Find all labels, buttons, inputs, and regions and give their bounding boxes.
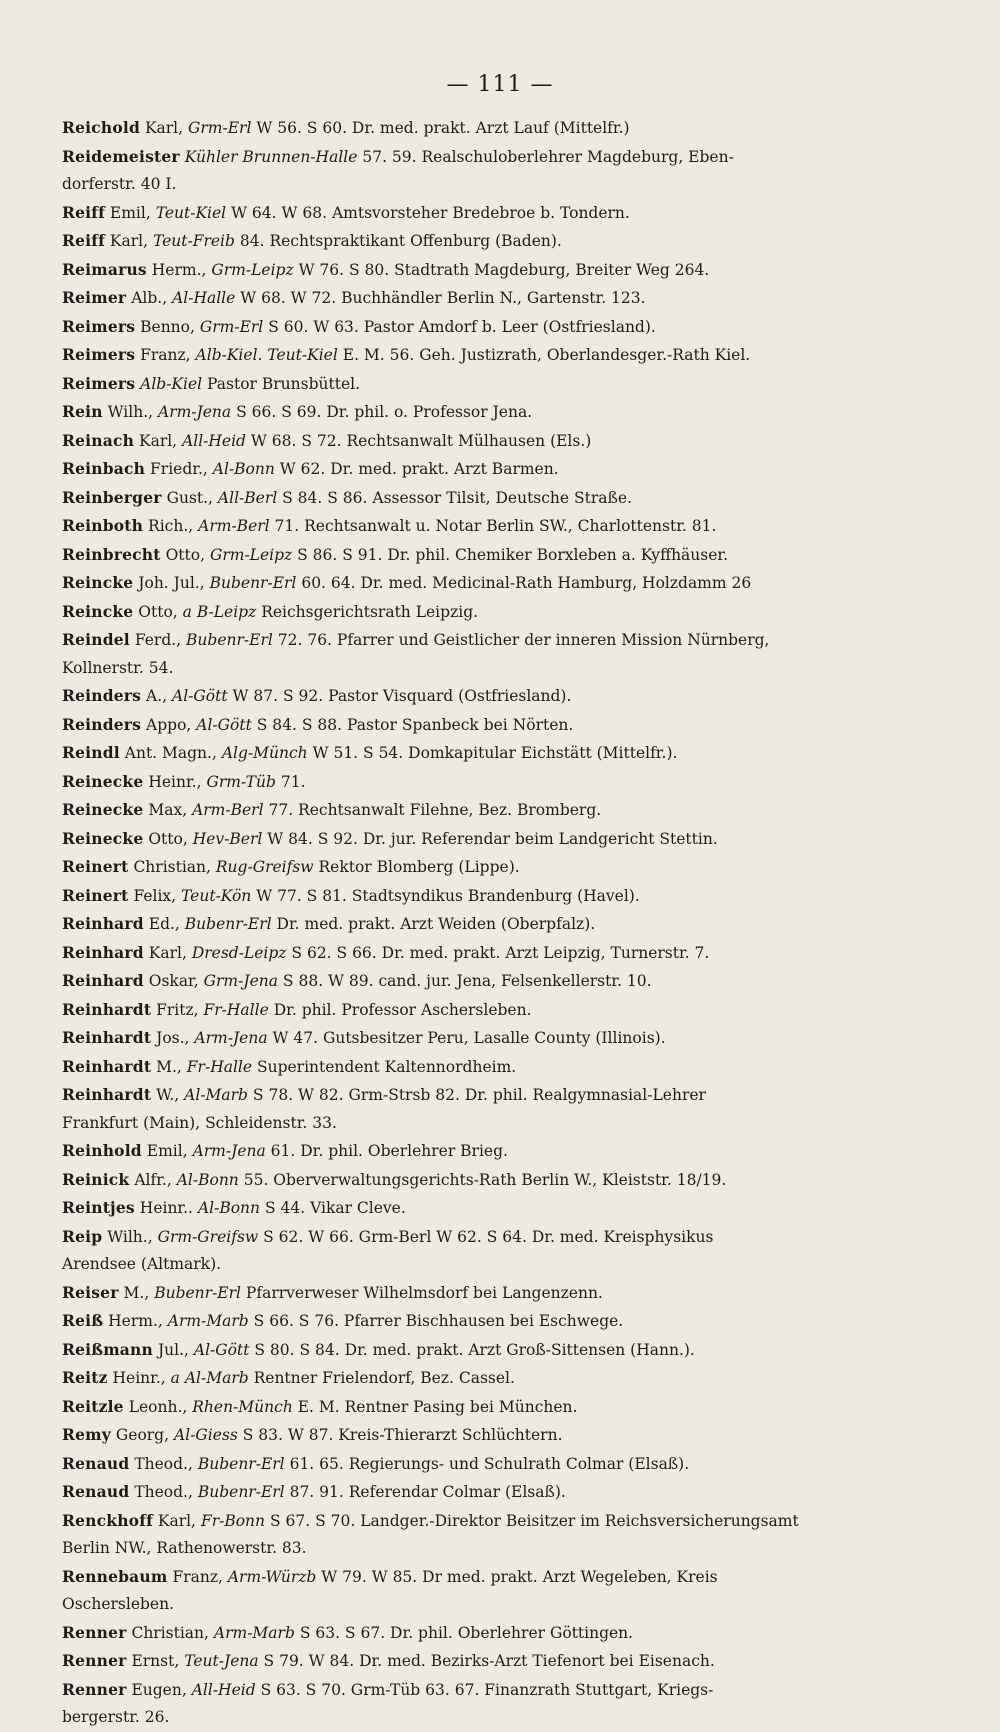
entry-given-name: Wilh., bbox=[107, 403, 154, 421]
entry-corps: a Al-Marb bbox=[170, 1369, 249, 1387]
list-item bbox=[62, 313, 898, 342]
entry-given-name: Franz, bbox=[140, 346, 191, 364]
entry-given-name: Alb., bbox=[131, 289, 168, 307]
list-item bbox=[62, 711, 898, 740]
entry-name: Reinert bbox=[62, 857, 129, 876]
entry-list bbox=[62, 114, 898, 1732]
entry-corps: Rhen-Münch bbox=[192, 1397, 293, 1416]
list-item bbox=[62, 398, 898, 427]
entry-given-name: M., bbox=[123, 1283, 150, 1302]
list-item bbox=[62, 1364, 898, 1393]
entry-given-name: Rich., bbox=[148, 517, 194, 535]
entry-corps: Bubenr-Erl bbox=[184, 915, 272, 933]
entry-details: S 62. S 66. Dr. med. prakt. Arzt Leipzig, Turnerstr. 7. bbox=[291, 943, 710, 962]
entry-name: Reinhard bbox=[62, 914, 144, 933]
entry-details: S 88. W 89. cand. jur. Jena, Felsenkellerstr. 10. bbox=[282, 972, 652, 990]
entry-given-name: Leonh., bbox=[128, 1397, 188, 1416]
entry-corps: Grm-Leipz bbox=[209, 545, 293, 564]
list-item bbox=[62, 996, 898, 1025]
list-item bbox=[62, 626, 898, 682]
entry-given-name: Otto, bbox=[165, 545, 206, 564]
entry-corps: Alg-Münch bbox=[221, 744, 308, 762]
list-item bbox=[62, 256, 898, 285]
entry-corps: Fr-Bonn bbox=[200, 1511, 266, 1530]
entry-corps: Rug-Greifsw bbox=[215, 858, 314, 876]
entry-continuation: dorferstr. 40 I. bbox=[62, 175, 177, 193]
entry-corps: Alb-Kiel bbox=[140, 374, 203, 393]
entry-details: W 84. S 92. Dr. jur. Referendar beim Landgericht Stettin. bbox=[267, 829, 718, 848]
entry-details: Pfarrverweser Wilhelmsdorf bei Langenzenn. bbox=[245, 1283, 603, 1302]
entry-given-name: Max, bbox=[148, 801, 188, 819]
entry-corps: Bubenr-Erl bbox=[197, 1483, 285, 1501]
entry-corps: Arm-Jena bbox=[158, 403, 232, 421]
list-item bbox=[62, 1081, 898, 1137]
entry-details: S 63. S 70. Grm-Tüb 63. 67. Finanzrath Stuttgart, Kriegs- bbox=[260, 1680, 714, 1699]
list-item bbox=[62, 796, 898, 825]
entry-details: 87. 91. Referendar Colmar (Elsaß). bbox=[289, 1483, 566, 1501]
entry-name: Reinboth bbox=[62, 516, 144, 535]
entry-details: S 67. S 70. Landger.-Direktor Beisitzer im Reichsversicherungsamt bbox=[269, 1511, 799, 1530]
entry-continuation: bergerstr. 26. bbox=[62, 1708, 170, 1726]
entry-given-name: Ed., bbox=[148, 915, 180, 933]
list-item bbox=[62, 1450, 898, 1479]
entry-name: Rennebaum bbox=[62, 1566, 168, 1586]
list-item bbox=[62, 1024, 898, 1053]
entry-given-name: Heinr.. bbox=[139, 1199, 193, 1217]
entry-details: Reichsgerichtsrath Leipzig. bbox=[261, 602, 479, 621]
entry-details: E. M. 56. Geh. Justizrath, Oberlandesger.-Rath Kiel. bbox=[342, 346, 751, 364]
entry-corps: Teut-Kön bbox=[181, 886, 252, 905]
entry-given-name: Appo, bbox=[146, 715, 192, 734]
entry-given-name: Otto, bbox=[138, 602, 178, 621]
entry-corps: Al-Halle bbox=[172, 289, 236, 307]
entry-corps: Arm-Marb bbox=[167, 1312, 249, 1330]
entry-given-name: Jul., bbox=[157, 1340, 189, 1359]
list-item bbox=[62, 427, 898, 456]
entry-details: W 56. S 60. Dr. med. prakt. Arzt Lauf (Mittelfr.) bbox=[256, 119, 630, 137]
list-item bbox=[62, 370, 898, 399]
entry-name: Reimers bbox=[62, 316, 136, 336]
entry-given-name: Karl, bbox=[139, 431, 178, 450]
entry-name: Reinberger bbox=[62, 487, 162, 507]
entry-corps: Al-Bonn bbox=[212, 460, 275, 478]
entry-given-name: Emil, bbox=[146, 1142, 188, 1160]
entry-details: 71. Rechtsanwalt u. Notar Berlin SW., Charlottenstr. 81. bbox=[274, 517, 717, 535]
entry-given-name: Franz, bbox=[172, 1567, 223, 1586]
entry-details: Dr. phil. Professor Aschersleben. bbox=[273, 1000, 532, 1019]
entry-name: Reinbach bbox=[62, 459, 146, 478]
list-item bbox=[62, 1307, 898, 1336]
entry-details: S 78. W 82. Grm-Strsb 82. Dr. phil. Realgymnasial-Lehrer bbox=[252, 1086, 706, 1104]
entry-given-name: Christian, bbox=[131, 1623, 209, 1642]
entry-given-name: Fritz, bbox=[156, 1000, 199, 1019]
entry-corps: Hev-Berl bbox=[192, 829, 263, 848]
entry-name: Reitz bbox=[62, 1368, 108, 1387]
entry-name: Reimers bbox=[62, 373, 136, 393]
entry-details: S 84. S 86. Assessor Tilsit, Deutsche Straße. bbox=[282, 488, 632, 507]
entry-details: Rektor Blomberg (Lippe). bbox=[318, 858, 520, 876]
list-item bbox=[62, 455, 898, 484]
entry-details: 55. Oberverwaltungsgerichts-Rath Berlin W., Kleiststr. 18/19. bbox=[243, 1170, 727, 1189]
entry-corps: Bubenr-Erl bbox=[197, 1454, 285, 1473]
entry-given-name: Eugen, bbox=[131, 1680, 187, 1699]
entry-details: W 76. S 80. Stadtrath Magdeburg, Breiter Weg 264. bbox=[298, 260, 710, 279]
entry-given-name: Christian, bbox=[133, 858, 211, 876]
entry-continuation: Oschersleben. bbox=[62, 1595, 174, 1613]
entry-corps: All-Heid bbox=[191, 1680, 256, 1699]
entry-given-name: Karl, bbox=[109, 232, 149, 250]
list-item bbox=[62, 939, 898, 968]
entry-given-name: Ant. Magn., bbox=[124, 744, 217, 762]
entry-name: Reincke bbox=[62, 601, 134, 621]
entry-name: Reiser bbox=[62, 1282, 119, 1302]
entry-continuation: Frankfurt (Main), Schleidenstr. 33. bbox=[62, 1113, 337, 1132]
entry-name: Reinders bbox=[62, 714, 142, 734]
entry-details: W 64. W 68. Amtsvorsteher Bredebroe b. Tondern. bbox=[231, 203, 630, 222]
list-item bbox=[62, 541, 898, 570]
entry-given-name: Theod., bbox=[134, 1483, 193, 1501]
entry-corps: Arm-Jena bbox=[192, 1142, 266, 1160]
entry-details: S 80. S 84. Dr. med. prakt. Arzt Groß-Sittensen (Hann.). bbox=[254, 1340, 695, 1359]
entry-corps: Grm-Leipz bbox=[211, 260, 294, 279]
entry-name: Renckhoff bbox=[62, 1510, 153, 1530]
list-item bbox=[62, 1647, 898, 1676]
entry-name: Reimarus bbox=[62, 259, 147, 279]
entry-details: S 62. W 66. Grm-Berl W 62. S 64. Dr. med. Kreisphysikus bbox=[263, 1227, 714, 1246]
entry-name: Reinach bbox=[62, 430, 135, 450]
list-item bbox=[62, 1336, 898, 1365]
entry-corps: Al-Giess bbox=[173, 1426, 238, 1444]
entry-given-name: Ernst, bbox=[131, 1652, 180, 1670]
entry-corps: Grm-Tüb bbox=[206, 772, 276, 791]
entry-corps: Alb-Kiel. Teut-Kiel bbox=[195, 346, 338, 364]
entry-name: Reinick bbox=[62, 1169, 130, 1189]
entry-given-name: W., bbox=[156, 1086, 180, 1104]
entry-continuation: Kollnerstr. 54. bbox=[62, 658, 174, 677]
entry-name: Reindl bbox=[62, 743, 120, 762]
list-item bbox=[62, 682, 898, 711]
entry-corps: Bubenr-Erl bbox=[209, 574, 297, 592]
entry-corps: Grm-Erl bbox=[199, 317, 264, 336]
page-number: — 111 — bbox=[446, 72, 554, 97]
list-item bbox=[62, 114, 898, 143]
entry-given-name: Theod., bbox=[134, 1454, 193, 1473]
entry-name: Reißmann bbox=[62, 1339, 153, 1359]
list-item bbox=[62, 825, 898, 854]
entry-corps: Al-Bonn bbox=[176, 1170, 239, 1189]
entry-name: Reinecke bbox=[62, 828, 144, 848]
entry-details: 60. 64. Dr. med. Medicinal-Rath Hamburg, Holzdamm 26 bbox=[301, 574, 752, 592]
list-item bbox=[62, 1223, 898, 1279]
entry-details: S 79. W 84. Dr. med. Bezirks-Arzt Tiefenort bei Eisenach. bbox=[263, 1652, 715, 1670]
list-item bbox=[62, 1393, 898, 1422]
list-item bbox=[62, 1166, 898, 1195]
list-item bbox=[62, 1421, 898, 1450]
entry-continuation: Arendsee (Altmark). bbox=[62, 1255, 222, 1273]
list-item bbox=[62, 1194, 898, 1223]
entry-name: Reindel bbox=[62, 630, 130, 649]
entry-given-name: Friedr., bbox=[150, 460, 208, 478]
entry-given-name: M., bbox=[156, 1057, 182, 1076]
entry-corps: Grm-Erl bbox=[188, 119, 252, 137]
entry-corps: Teut-Kiel bbox=[155, 203, 227, 222]
entry-corps: All-Heid bbox=[182, 431, 246, 450]
entry-details: W 62. Dr. med. prakt. Arzt Barmen. bbox=[279, 460, 559, 478]
entry-name: Renner bbox=[62, 1651, 127, 1670]
entry-details: W 68. W 72. Buchhändler Berlin N., Gartenstr. 123. bbox=[240, 289, 646, 307]
entry-name: Renner bbox=[62, 1679, 127, 1699]
list-item bbox=[62, 882, 898, 911]
entry-name: Renaud bbox=[62, 1453, 130, 1473]
entry-details: W 68. S 72. Rechtsanwalt Mülhausen (Els.) bbox=[250, 431, 592, 450]
entry-name: Remy bbox=[62, 1425, 111, 1444]
list-item bbox=[62, 1053, 898, 1082]
entry-details: 61. 65. Regierungs- und Schulrath Colmar (Elsaß). bbox=[289, 1454, 690, 1473]
entry-name: Reinders bbox=[62, 686, 142, 705]
entry-name: Reintjes bbox=[62, 1198, 135, 1217]
entry-corps: Teut-Jena bbox=[184, 1652, 259, 1670]
entry-details: Dr. med. prakt. Arzt Weiden (Oberpfalz). bbox=[276, 915, 596, 933]
entry-corps: Grm-Greifsw bbox=[157, 1227, 259, 1246]
entry-name: Reinecke bbox=[62, 800, 144, 819]
entry-name: Reinhard bbox=[62, 942, 144, 962]
entry-corps: Al-Bonn bbox=[197, 1199, 261, 1217]
entry-details: S 63. S 67. Dr. phil. Oberlehrer Göttingen. bbox=[299, 1623, 634, 1642]
entry-continuation: Berlin NW., Rathenowerstr. 83. bbox=[62, 1539, 307, 1557]
entry-given-name: Ferd., bbox=[134, 631, 182, 649]
list-item bbox=[62, 739, 898, 768]
entry-corps: Fr-Halle bbox=[203, 1000, 269, 1019]
list-item bbox=[62, 1279, 898, 1308]
entry-name: Reinhardt bbox=[62, 1085, 152, 1104]
entry-details: 57. 59. Realschuloberlehrer Magdeburg, Eben- bbox=[362, 147, 734, 166]
entry-given-name: A., bbox=[146, 687, 168, 705]
list-item bbox=[62, 1507, 898, 1563]
list-item bbox=[62, 768, 898, 797]
entry-name: Reinhold bbox=[62, 1141, 142, 1160]
entry-name: Reiff bbox=[62, 202, 105, 222]
entry-given-name: Herm., bbox=[151, 260, 207, 279]
entry-given-name: Wilh., bbox=[107, 1227, 153, 1246]
entry-name: Reinhardt bbox=[62, 999, 152, 1019]
entry-details: W 77. S 81. Stadtsyndikus Brandenburg (Havel). bbox=[256, 886, 640, 905]
entry-corps: Arm-Berl bbox=[198, 517, 270, 535]
entry-corps: All-Berl bbox=[217, 488, 278, 507]
entry-given-name: Alfr., bbox=[134, 1170, 172, 1189]
entry-details: S 83. W 87. Kreis-Thierarzt Schlüchtern. bbox=[242, 1426, 563, 1444]
list-item bbox=[62, 598, 898, 627]
list-item bbox=[62, 341, 898, 370]
entry-corps: a B-Leipz bbox=[182, 602, 257, 621]
entry-name: Reip bbox=[62, 1226, 103, 1246]
entry-name: Renaud bbox=[62, 1482, 130, 1501]
list-item bbox=[62, 199, 898, 228]
entry-name: Reinhardt bbox=[62, 1028, 152, 1047]
entry-corps: Kühler Brunnen-Halle bbox=[184, 147, 358, 166]
entry-given-name: Emil, bbox=[109, 203, 151, 222]
entry-given-name: Benno, bbox=[140, 317, 195, 336]
entry-corps: Bubenr-Erl bbox=[154, 1283, 241, 1302]
entry-details: Pastor Brunsbüttel. bbox=[207, 374, 361, 393]
list-item bbox=[62, 512, 898, 541]
entry-name: Reinecke bbox=[62, 771, 144, 791]
entry-name: Reincke bbox=[62, 573, 134, 592]
list-item bbox=[62, 967, 898, 996]
entry-given-name: Karl, bbox=[157, 1511, 196, 1530]
entry-corps: Bubenr-Erl bbox=[186, 631, 273, 649]
list-item bbox=[62, 910, 898, 939]
entry-name: Rein bbox=[62, 402, 103, 421]
entry-name: Reitzle bbox=[62, 1396, 124, 1416]
entry-corps: Al-Gött bbox=[196, 715, 252, 734]
entry-given-name: Oskar, bbox=[148, 972, 199, 990]
list-item bbox=[62, 1676, 898, 1732]
entry-given-name: Jos., bbox=[156, 1029, 190, 1047]
entry-given-name: Karl, bbox=[148, 943, 187, 962]
entry-corps: Arm-Marb bbox=[213, 1623, 295, 1642]
entry-given-name: Karl, bbox=[144, 119, 184, 137]
list-item bbox=[62, 1619, 898, 1648]
entry-name: Reiß bbox=[62, 1311, 104, 1330]
entry-details: S 44. Vikar Cleve. bbox=[264, 1199, 406, 1217]
entry-name: Renner bbox=[62, 1622, 127, 1642]
entry-corps: Arm-Berl bbox=[192, 801, 264, 819]
list-item bbox=[62, 227, 898, 256]
entry-given-name: Otto, bbox=[148, 829, 188, 848]
list-item bbox=[62, 484, 898, 513]
entry-given-name: Georg, bbox=[115, 1426, 170, 1444]
entry-given-name: Heinr., bbox=[112, 1369, 166, 1387]
entry-details: E. M. Rentner Pasing bei München. bbox=[297, 1397, 578, 1416]
entry-details: W 51. S 54. Domkapitular Eichstätt (Mittelfr.). bbox=[312, 744, 678, 762]
list-item bbox=[62, 1478, 898, 1507]
entry-details: Rentner Frielendorf, Bez. Cassel. bbox=[253, 1369, 515, 1387]
entry-details: S 84. S 88. Pastor Spanbeck bei Nörten. bbox=[256, 715, 574, 734]
entry-name: Reichold bbox=[62, 118, 141, 137]
entry-details: S 60. W 63. Pastor Amdorf b. Leer (Ostfriesland). bbox=[268, 317, 656, 336]
entry-name: Reinert bbox=[62, 885, 129, 905]
entry-details: 84. Rechtspraktikant Offenburg (Baden). bbox=[239, 232, 562, 250]
entry-corps: Al-Gött bbox=[193, 1340, 250, 1359]
entry-given-name: Gust., bbox=[166, 488, 213, 507]
list-item bbox=[62, 1563, 898, 1619]
entry-corps: Fr-Halle bbox=[186, 1057, 253, 1076]
entry-name: Reimer bbox=[62, 288, 127, 307]
entry-details: S 86. S 91. Dr. phil. Chemiker Borxleben a. Kyffhäuser. bbox=[297, 545, 729, 564]
list-item bbox=[62, 1137, 898, 1166]
entry-corps: Grm-Jena bbox=[203, 972, 278, 990]
entry-name: Reidemeister bbox=[62, 146, 180, 166]
entry-details: S 66. S 69. Dr. phil. o. Professor Jena. bbox=[236, 403, 533, 421]
entry-details: Superintendent Kaltennordheim. bbox=[256, 1057, 517, 1076]
list-item bbox=[62, 143, 898, 199]
entry-details: S 66. S 76. Pfarrer Bischhausen bei Eschwege. bbox=[253, 1312, 624, 1330]
entry-name: Reinhardt bbox=[62, 1056, 152, 1076]
entry-corps: Arm-Jena bbox=[194, 1029, 268, 1047]
entry-corps: Al-Gött bbox=[172, 687, 228, 705]
entry-name: Reinbrecht bbox=[62, 544, 161, 564]
entry-corps: Teut-Freib bbox=[152, 232, 235, 250]
list-item bbox=[62, 569, 898, 598]
entry-name: Reiff bbox=[62, 231, 105, 250]
entry-details: W 79. W 85. Dr med. prakt. Arzt Wegeleben, Kreis bbox=[321, 1567, 718, 1586]
entry-given-name: Felix, bbox=[133, 886, 177, 905]
list-item bbox=[62, 284, 898, 313]
entry-details: 71. bbox=[280, 772, 306, 791]
entry-details: 61. Dr. phil. Oberlehrer Brieg. bbox=[270, 1142, 508, 1160]
entry-name: Reinhard bbox=[62, 971, 144, 990]
entry-given-name: Herm., bbox=[108, 1312, 163, 1330]
entry-given-name: Joh. Jul., bbox=[138, 574, 205, 592]
entry-corps: Al-Marb bbox=[184, 1086, 248, 1104]
entry-details: W 87. S 92. Pastor Visquard (Ostfriesland). bbox=[232, 687, 572, 705]
list-item bbox=[62, 853, 898, 882]
entry-name: Reimers bbox=[62, 345, 136, 364]
entry-corps: Dresd-Leipz bbox=[191, 943, 287, 962]
entry-given-name: Heinr., bbox=[148, 772, 202, 791]
entry-details: 77. Rechtsanwalt Filehne, Bez. Bromberg. bbox=[268, 801, 602, 819]
entry-corps: Arm-Würzb bbox=[227, 1567, 317, 1586]
entry-details: W 47. Gutsbesitzer Peru, Lasalle County (Illinois). bbox=[272, 1029, 666, 1047]
entry-details: 72. 76. Pfarrer und Geistlicher der inneren Mission Nürnberg, bbox=[277, 631, 770, 649]
